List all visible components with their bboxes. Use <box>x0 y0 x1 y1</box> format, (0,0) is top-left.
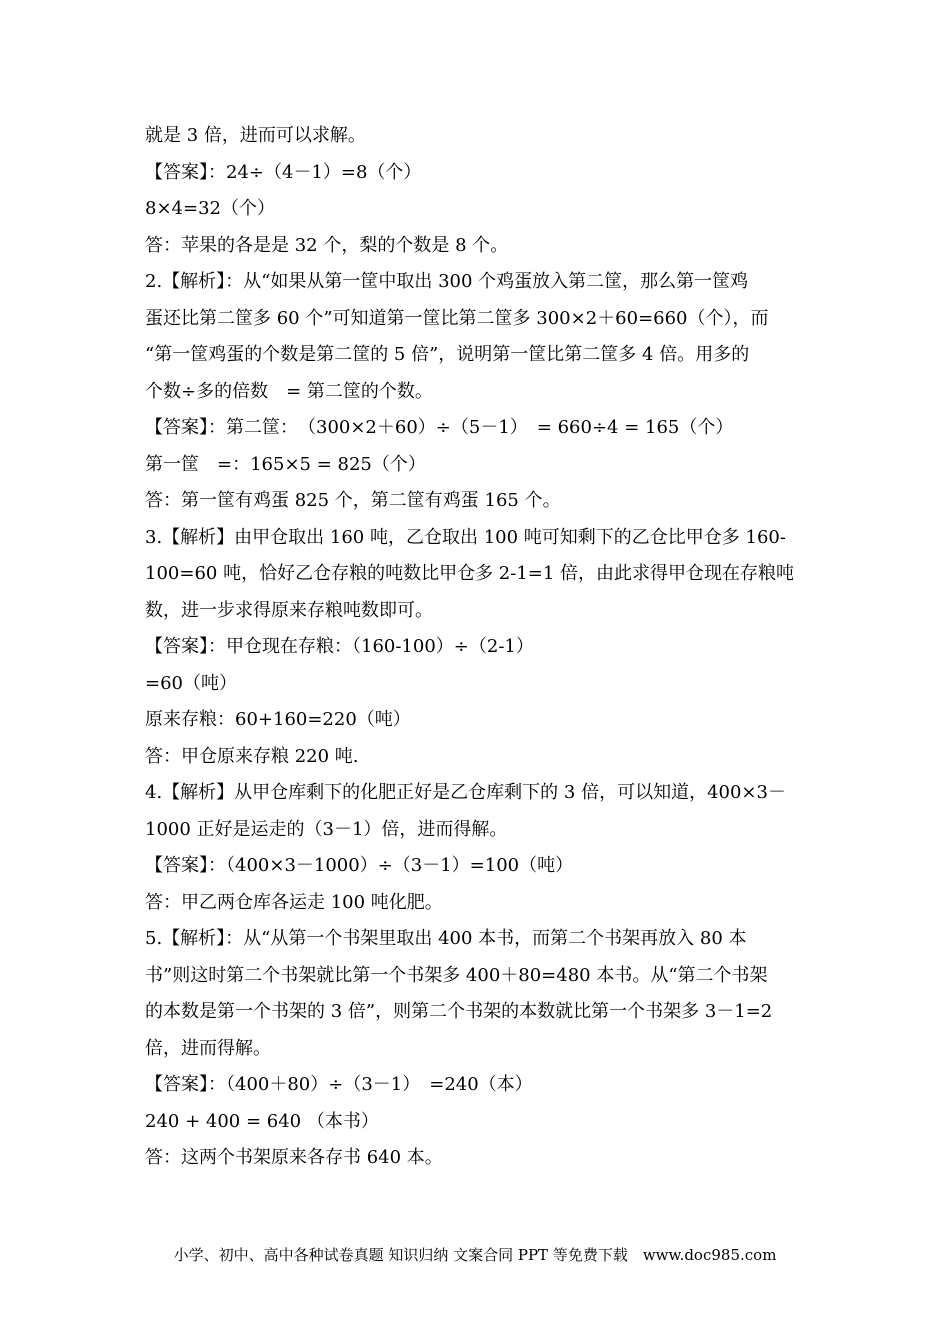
text-line: 240 + 400 = 640 （本书） <box>145 1110 379 1132</box>
answer-line: 【答案】：（400＋80）÷（3－1） =240（本） <box>145 1074 533 1095</box>
answer-line: 【答案】：甲仓现在存粮：（160-100）÷（2-1） <box>145 636 534 657</box>
conclusion-line: 答：甲乙两仓库各运走 100 吨化肥。 <box>145 891 443 913</box>
analysis-line: 2.【解析】：从“如果从第一筐中取出 300 个鸡蛋放入第二筐，那么第一筐鸡 <box>145 271 749 292</box>
conclusion-line: 答：这两个书架原来各存书 640 本。 <box>145 1147 443 1168</box>
text-line: 8×4=32（个） <box>145 198 275 219</box>
text-line: 第一筐 =：165×5 = 825（个） <box>145 453 426 475</box>
analysis-line: 4.【解析】从甲仓库剩下的化肥正好是乙仓库剩下的 3 倍，可以知道，400×3－ <box>145 782 786 803</box>
text-line: 的本数是第一个书架的 3 倍”，则第二个书架的本数就比第一个书架多 3－1=2 <box>145 1001 773 1022</box>
text-line: 原来存粮：60+160=220（吨） <box>145 709 411 730</box>
conclusion-line: 答：第一筐有鸡蛋 825 个，第二筐有鸡蛋 165 个。 <box>145 490 561 511</box>
conclusion-line: 答：甲仓原来存粮 220 吨. <box>145 745 359 767</box>
page-footer: 小学、初中、高中各种试卷真题 知识归纳 文案合同 PPT 等免费下载 www.doc985.com <box>173 1246 777 1264</box>
text-line: 书”则这时第二个书架就比第一个书架多 400＋80=480 本书。从“第二个书架 <box>145 964 768 986</box>
analysis-line: 5.【解析】：从“从第一个书架里取出 400 本书，而第二个书架再放入 80 本 <box>145 928 747 949</box>
conclusion-line: 答：苹果的各是是 32 个，梨的个数是 8 个。 <box>145 234 509 256</box>
answer-content <box>145 118 810 1177</box>
answer-line: 【答案】：第二筐： （300×2＋60）÷（5－1） = 660÷4 = 165（个） <box>145 417 734 438</box>
text-line: 倍，进而得解。 <box>145 1037 271 1059</box>
text-line: 100=60 吨，恰好乙仓存粮的吨数比甲仓多 2-1=1 倍，由此求得甲仓现在存粮吨 <box>145 563 795 584</box>
text-line: 蛋还比第二筐多 60 个”可知道第一筐比第二筐多 300×2＋60=660（个），而 <box>145 307 769 329</box>
text-line: “第一筐鸡蛋的个数是第二筐的 5 倍”，说明第一筐比第二筐多 4 倍。用多的 <box>145 344 750 365</box>
answer-line: 【答案】：（400×3－1000）÷（3－1）=100（吨） <box>145 855 574 876</box>
answer-line: 【答案】：24÷（4－1）=8（个） <box>145 161 422 183</box>
text-line: 数，进一步求得原来存粮吨数即可。 <box>145 599 433 621</box>
text-line: 个数÷多的倍数 = 第二筐的个数。 <box>145 380 433 402</box>
text-line: =60（吨） <box>145 672 237 694</box>
analysis-line: 3.【解析】由甲仓取出 160 吨，乙仓取出 100 吨可知剩下的乙仓比甲仓多 160- <box>145 526 786 548</box>
text-line: 1000 正好是运走的（3－1）倍，进而得解。 <box>145 818 508 840</box>
text-line: 就是 3 倍，进而可以求解。 <box>145 125 366 146</box>
